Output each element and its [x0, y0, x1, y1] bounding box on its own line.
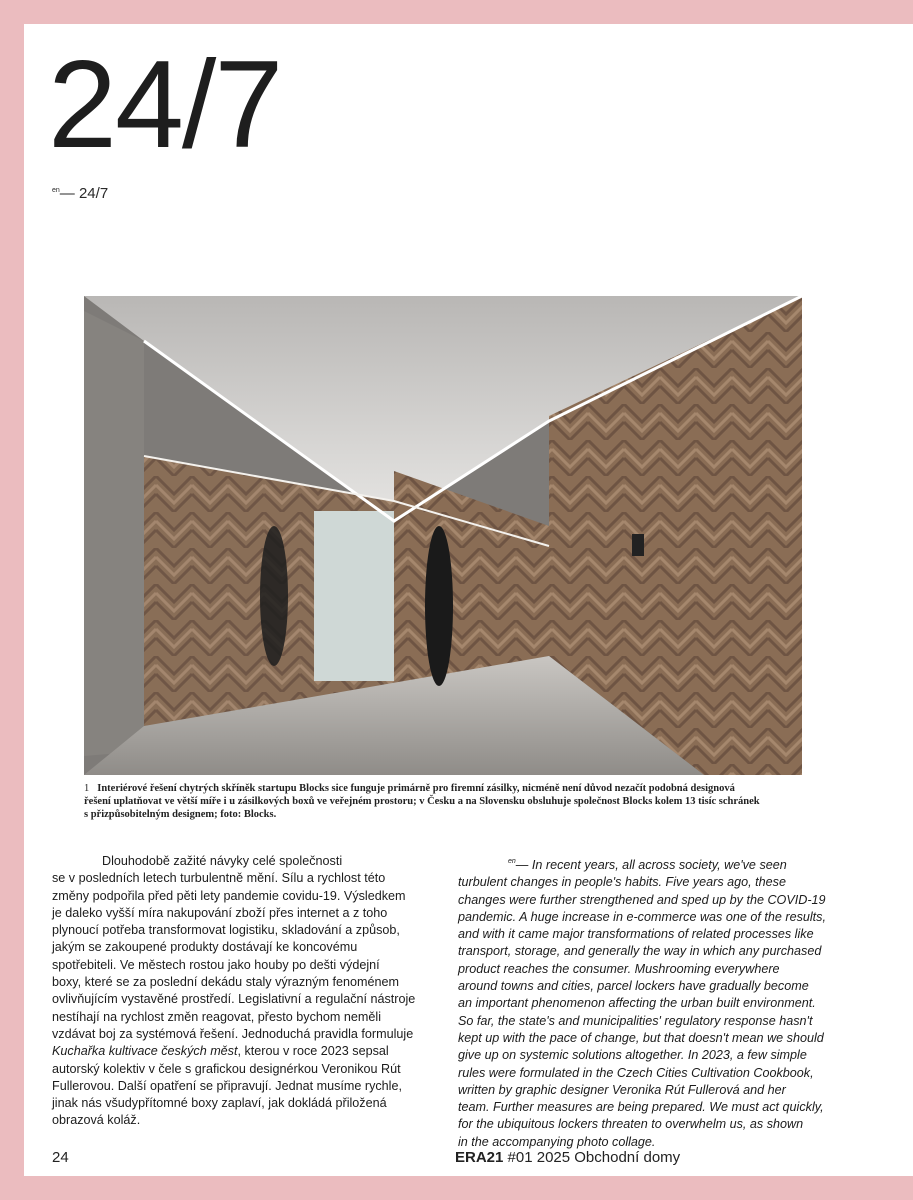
caption-number: 1 — [84, 783, 90, 794]
text-line: product reaches the consumer. Mushrooming everywhere — [458, 961, 780, 976]
subtitle-text: — 24/7 — [59, 185, 109, 202]
text-line: Dlouhodobě zažité návyky celé společnosti — [102, 854, 343, 868]
photo-caption — [84, 782, 814, 821]
text-line: autorský kolektiv v čele s grafickou designérkou Veronikou Rút — [52, 1061, 401, 1076]
page-title: 24/7 — [48, 36, 282, 174]
caption-text: Interiérové řešení chytrých skříněk startupu Blocks sice funguje primárně pro firemní zásilky, nicméně není důvod nezačít podobná designová — [97, 783, 735, 794]
text-line: around towns and cities, parcel lockers have gradually become — [458, 979, 809, 994]
english-subtitle — [52, 185, 108, 202]
text-line — [52, 1043, 415, 1060]
text-line: nestíhají na rychlost změn reagovat, přesto bychom neměli — [52, 1009, 381, 1024]
caption-line: s přizpůsobitelným designem; foto: Blocks. — [84, 809, 277, 820]
interior-photo — [84, 296, 802, 775]
text-line: plynoucí potřeba transformovat logistiku, skladování a způsob, — [52, 923, 400, 938]
text-line: turbulent changes in people's habits. Five years ago, these — [458, 875, 786, 890]
text-line: ovlivňujícím vystavěné prostředí. Legislativní a regulační nástroje — [52, 992, 416, 1007]
text-line: změny podpořila před pěti lety pandemie covidu-19. Výsledkem — [52, 888, 406, 903]
text-line: jakým se zakoupené produkty dostávají ke koncovému — [52, 940, 358, 955]
text-line: je daleko vyšší míra nakupování zboží přes internet a z toho — [52, 905, 388, 920]
text-line: changes were further strengthened and sped up by the COVID-19 — [458, 892, 826, 907]
text-line: written by graphic designer Veronika Rút Fullerová and her — [458, 1082, 786, 1097]
text-line: spotřebiteli. Ve městech rostou jako houby po dešti výdejní — [52, 957, 380, 972]
text-fragment: , kterou v roce 2023 sepsal — [237, 1044, 389, 1059]
lang-tag: en — [508, 858, 516, 865]
text-line: in the accompanying photo collage. — [458, 1134, 656, 1149]
book-title: Kuchařka kultivace českých měst — [52, 1044, 238, 1059]
text-line: transport, storage, and generally the way in which any purchased — [458, 944, 822, 959]
page-number: 24 — [52, 1149, 69, 1166]
caption-line: řešení uplatňovat ve větší míře i u zásilkových boxů ve veřejném prostoru; v Česku a na Slovensku obsluhuje společnost Blocks kolem 13 tisíc schránek — [84, 796, 760, 807]
magazine-footer — [455, 1149, 680, 1166]
text-line: an important phenomenon affecting the urban built environment. — [458, 996, 816, 1011]
text-line: for the ubiquitous lockers threaten to overwhelm us, as shown — [458, 1117, 804, 1132]
text-line: give up on systemic solutions altogether. In 2023, a few simple — [458, 1048, 807, 1063]
magazine-name: ERA21 — [455, 1149, 504, 1166]
text-line: se v posledních letech turbulentně mění. Sílu a rychlost této — [52, 871, 386, 886]
text-line: boxy, které se za poslední dekádu staly výrazným fenoménem — [52, 975, 399, 990]
body-text-czech — [52, 853, 415, 1130]
text-line: team. Further measures are being prepared. We must act quickly, — [458, 1100, 824, 1115]
text-line: rules were formulated in the Czech Cities Cultivation Cookbook, — [458, 1065, 814, 1080]
caption-line — [84, 782, 814, 795]
issue-info: #01 2025 Obchodní domy — [507, 1149, 681, 1166]
photo-illustration — [84, 296, 802, 775]
text-line — [458, 853, 826, 874]
text-line: obrazová koláž. — [52, 1113, 141, 1128]
text-line: jinak nás všudypřítomné boxy zaplaví, jak dokládá přiložená — [52, 1096, 387, 1111]
body-text-english — [458, 853, 826, 1151]
lang-tag: en — [52, 187, 60, 194]
text-line: and with it came major transformations of related processes like — [458, 927, 814, 942]
text-line: kept up with the pace of change, but that doesn't mean we should — [458, 1030, 824, 1045]
text-fragment: — In recent years, all across society, we've seen — [515, 858, 787, 872]
text-line: vzdávat boj za systémová řešení. Jednoduchá pravidla formuluje — [52, 1026, 414, 1041]
text-line: Fullerovou. Další opatření se připravují. Jednat musíme rychle, — [52, 1078, 402, 1093]
text-line: pandemic. A huge increase in e-commerce was one of the results, — [458, 909, 826, 924]
text-line: So far, the state's and municipalities' regulatory response hasn't — [458, 1013, 813, 1028]
